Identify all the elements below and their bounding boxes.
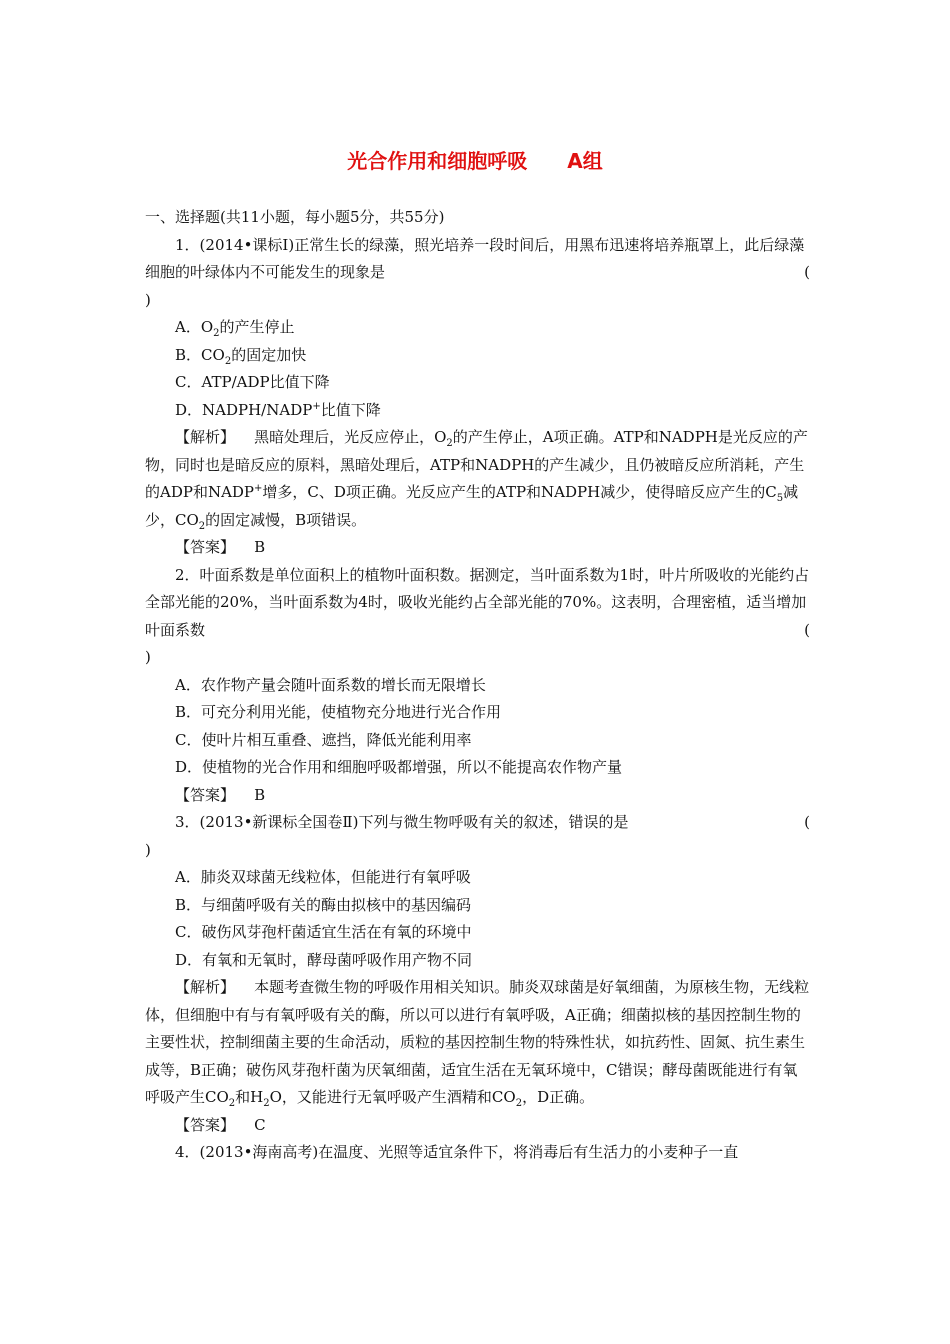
question-4-stem: 4．(2013•海南高考)在温度、光照等适宜条件下，将消毒后有生活力的小麦种子一直 bbox=[175, 1143, 739, 1161]
question-2-option-c: C．使叶片相互重叠、遮挡，降低光能利用率 bbox=[175, 730, 472, 749]
question-2-paren-open: ( bbox=[804, 620, 810, 639]
question-2-option-b: B．可充分利用光能，使植物充分地进行光合作用 bbox=[175, 703, 502, 721]
question-3-answer bbox=[145, 1112, 810, 1140]
question-2-stem: 2．叶面系数是单位面积上的植物叶面积数。据测定，当叶面系数为1时，叶片所吸收的光能约占全部光能的20%，当叶面系数为4时，吸收光能约占全部光能的70%。这表明，合理密植，适当增加叶面系数 ( bbox=[145, 562, 810, 645]
question-1-stem: 1．(2014•课标Ⅰ)正常生长的绿藻，照光培养一段时间后，用黑布迅速将培养瓶罩上，此后绿藻细胞的叶绿体内不可能发生的现象是 ( bbox=[145, 232, 810, 287]
question-3-paren-close: ) bbox=[145, 840, 151, 859]
answer-value: B bbox=[254, 785, 266, 804]
question-3-option-d: D．有氧和无氧时，酵母菌呼吸作用产物不同 bbox=[175, 950, 473, 969]
answer-label: 【答案】 bbox=[175, 1115, 236, 1134]
question-2-option-a: A．农作物产量会随叶面系数的增长而无限增长 bbox=[175, 675, 486, 694]
answer-label: 【答案】 bbox=[175, 785, 236, 804]
page-title bbox=[0, 145, 950, 174]
title-group: A组 bbox=[567, 149, 603, 173]
question-1-paren-open: ( bbox=[804, 263, 810, 281]
question-3-option-a: A．肺炎双球菌无线粒体，但能进行有氧呼吸 bbox=[175, 868, 471, 886]
question-1-option-c: C．ATP/ADP比值下降 bbox=[175, 373, 330, 391]
question-1-analysis: 【解析】 黑暗处理后，光反应停止，$O_2$的产生停止，A项正确。ATP和NADPH是光反应的产物，同时也是暗反应的原料，黑暗处理后，ATP和NADPH的产生减少，且仍被暗反应所消耗，产生的ADP和NADP+增多，C、D项正确。光反应产生的ATP和NADPH减少，使得暗反应产生的$C_5$减少，$CO_2$的固定减慢，B项错误。 bbox=[145, 428, 808, 532]
question-3-option-b: B．与细菌呼吸有关的酶由拟核中的基因编码 bbox=[175, 895, 472, 914]
question-3-option-c: C．破伤风芽孢杆菌适宜生活在有氧的环境中 bbox=[175, 923, 472, 941]
question-1-paren-close: ) bbox=[145, 290, 151, 309]
section-heading: 一、选择题(共11小题，每小题5分，共55分) bbox=[145, 208, 445, 226]
question-2-answer bbox=[145, 782, 810, 810]
answer-value: B bbox=[254, 538, 266, 556]
question-2-paren-close: ) bbox=[145, 648, 151, 666]
answer-label: 【答案】 bbox=[175, 538, 236, 556]
document-body bbox=[145, 204, 810, 1167]
question-3-stem: 3．(2013•新课标全国卷Ⅱ)下列与微生物呼吸有关的叙述，错误的是 ( bbox=[145, 809, 810, 837]
analysis-label: 【解析】 bbox=[175, 428, 236, 446]
answer-value: C bbox=[254, 1115, 266, 1134]
question-3-analysis: 【解析】 本题考查微生物的呼吸作用相关知识。肺炎双球菌是好氧细菌，为原核生物，无线粒体，但细胞中有与有氧呼吸有关的酶，所以可以进行有氧呼吸，A正确；细菌拟核的基因控制生物的主要性状，控制细菌主要的生命活动，质粒的基因控制生物的特殊性状，如抗药性、固氮、抗生素生成等，B正确；破伤风芽孢杆菌为厌氧细菌，适宜生活在无氧环境中，C错误；酵母菌既能进行有氧呼吸产生$CO_2$和$H_2O$，又能进行无氧呼吸产生酒精和$CO_2$，D正确。 bbox=[145, 978, 810, 1109]
question-2-option-d: D．使植物的光合作用和细胞呼吸都增强，所以不能提高农作物产量 bbox=[175, 758, 623, 776]
question-1-option-a: A．$O_2$的产生停止 bbox=[175, 318, 295, 339]
question-3-paren-open: ( bbox=[804, 813, 810, 831]
analysis-label: 【解析】 bbox=[175, 978, 236, 996]
question-1-option-b: B．$CO_2$的固定加快 bbox=[175, 345, 307, 367]
question-1-option-d: D．NADPH/NADP+比值下降 bbox=[175, 400, 381, 419]
title-main: 光合作用和细胞呼吸 bbox=[347, 149, 528, 173]
question-1-answer bbox=[145, 534, 810, 562]
